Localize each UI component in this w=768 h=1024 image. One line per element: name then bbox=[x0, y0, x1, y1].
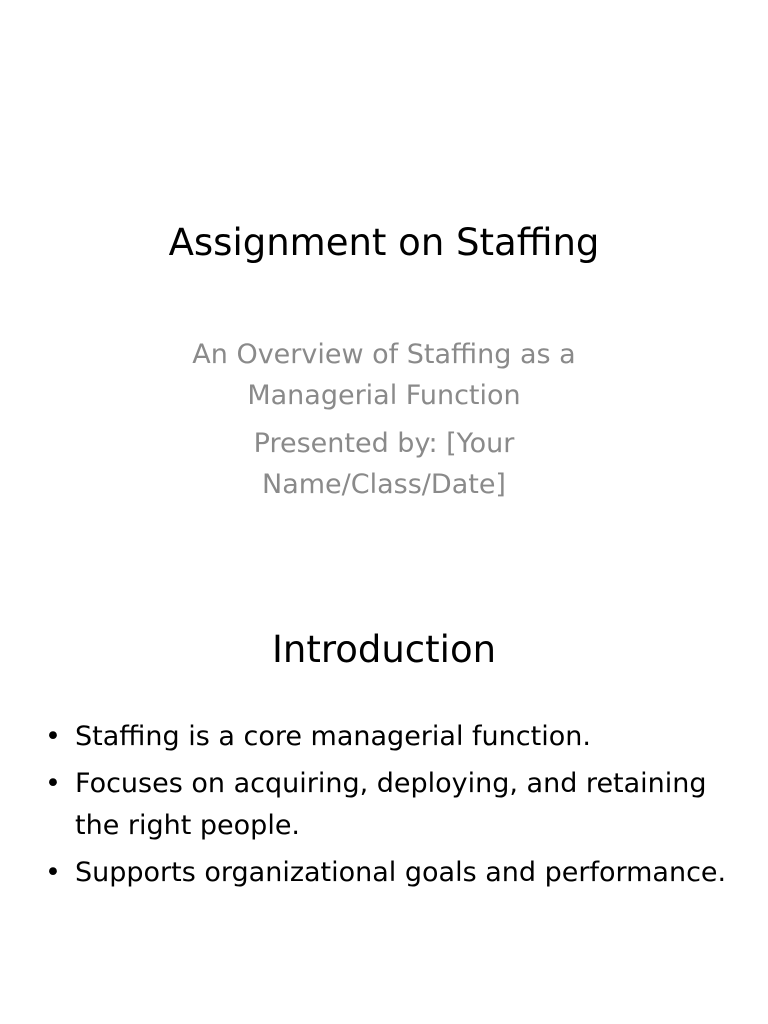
introduction-slide bbox=[0, 576, 768, 1024]
bullet-icon: • bbox=[45, 857, 61, 888]
bullet-text: Supports organizational goals and performance. bbox=[75, 857, 727, 888]
bullet-item bbox=[0, 763, 768, 847]
bullet-item bbox=[0, 716, 768, 758]
subtitle-line: Presented by: [Your Name/Class/Date] bbox=[253, 428, 515, 500]
bullet-icon: • bbox=[45, 768, 61, 799]
slide-title: Assignment on Staffing bbox=[168, 221, 600, 264]
slide-subtitle bbox=[160, 334, 608, 512]
bullet-text: Focuses on acquiring, deploying, and retaining the right people. bbox=[75, 768, 707, 841]
bullet-text: Staffing is a core managerial function. bbox=[75, 721, 591, 752]
subtitle-line: An Overview of Staffing as a Managerial Function bbox=[192, 339, 576, 411]
bullet-item bbox=[0, 852, 768, 894]
bullet-icon: • bbox=[45, 721, 61, 752]
slide-title: Introduction bbox=[271, 628, 497, 671]
bullet-list bbox=[0, 716, 768, 899]
